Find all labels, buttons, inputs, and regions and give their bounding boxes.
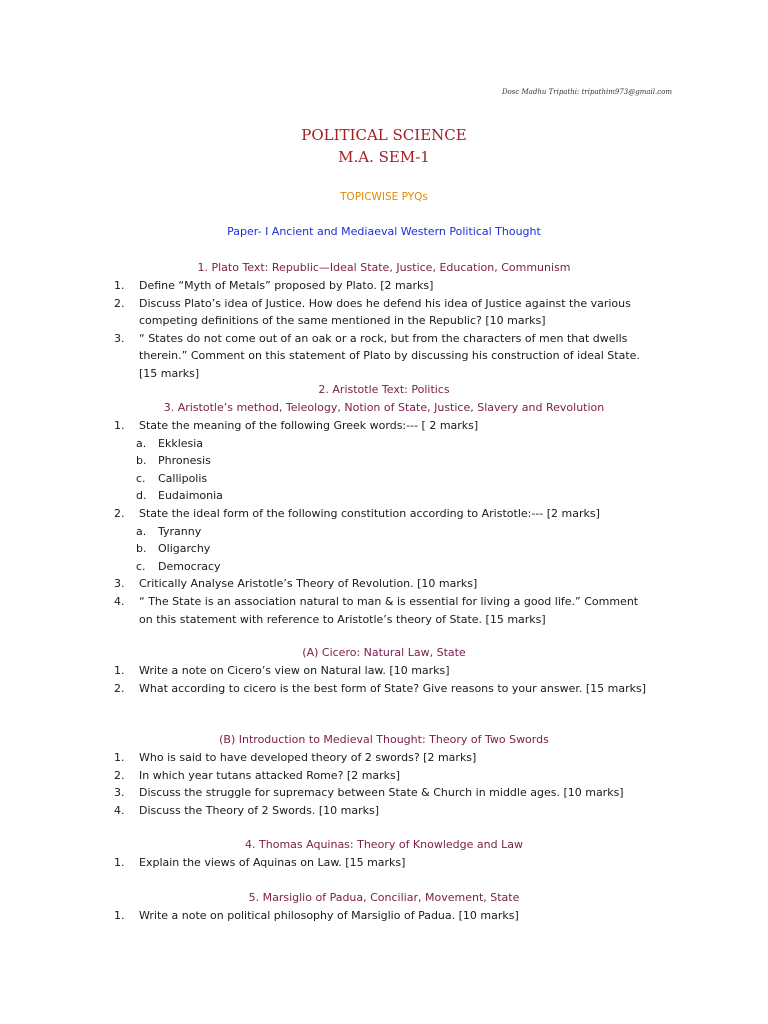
sub-item xyxy=(136,558,654,576)
question-number: 2. xyxy=(114,681,125,695)
question-item xyxy=(114,295,654,330)
sub-item xyxy=(136,470,654,488)
question-text: Write a note on Cicero’s view on Natural law. [10 marks] xyxy=(139,664,450,677)
question-text: In which year tutans attacked Rome? [2 marks] xyxy=(139,768,401,782)
question-text: Write a note on political philosophy of Marsiglio of Padua. [10 marks] xyxy=(139,909,519,922)
section-heading-secondary: 3. Aristotle’s method, Teleology, Notion of State, Justice, Slavery and Revolution xyxy=(163,401,605,414)
sub-text: Eudaimonia xyxy=(158,489,223,503)
question-number: 1. xyxy=(114,751,125,764)
section-marsiglio xyxy=(114,889,654,925)
question-item xyxy=(114,505,654,523)
question-number: 1. xyxy=(114,419,125,432)
question-number: 2. xyxy=(114,768,125,782)
section-heading: 4. Thomas Aquinas: Theory of Knowledge and Law xyxy=(245,838,523,851)
sub-list xyxy=(136,523,654,576)
question-item xyxy=(114,277,654,295)
section-heading: 2. Aristotle Text: Politics xyxy=(318,383,450,396)
sub-label: c. xyxy=(136,559,146,573)
question-text: Explain the views of Aquinas on Law. [15 marks] xyxy=(139,856,406,869)
question-text: What according to cicero is the best form of State? Give reasons to your answer. [15 marks] xyxy=(139,681,647,695)
question-item xyxy=(114,854,654,872)
question-text: State the meaning of the following Greek words:--- [ 2 marks] xyxy=(139,419,479,432)
section-cicero xyxy=(114,644,654,697)
question-text: Discuss the Theory of 2 Swords. [10 marks] xyxy=(139,803,379,817)
sub-item xyxy=(136,523,654,541)
sub-text: Ekklesia xyxy=(158,436,204,450)
section-heading: 1. Plato Text: Republic—Ideal State, Justice, Education, Communism xyxy=(197,261,571,274)
paper-title: Paper- I Ancient and Mediaeval Western Political Thought xyxy=(227,225,541,238)
section-medieval xyxy=(114,731,654,819)
question-number: 4. xyxy=(114,803,125,817)
question-item xyxy=(114,767,654,785)
sub-item xyxy=(136,540,654,558)
question-number: 1. xyxy=(114,664,125,677)
question-item xyxy=(114,680,654,698)
sub-label: b. xyxy=(136,454,147,468)
sub-item xyxy=(136,452,654,470)
question-text: State the ideal form of the following constitution according to Aristotle:--- [2 marks] xyxy=(139,506,600,520)
question-number: 2. xyxy=(114,506,125,520)
sub-item xyxy=(136,435,654,453)
page-subtitle-course: M.A. SEM-1 xyxy=(338,148,430,166)
sub-item xyxy=(136,487,654,505)
question-item xyxy=(114,907,654,925)
question-item xyxy=(114,802,654,820)
question-item xyxy=(114,330,654,383)
section-aristotle xyxy=(114,381,654,628)
sub-label: d. xyxy=(136,489,147,503)
question-item xyxy=(114,662,654,680)
question-text: Discuss the struggle for supremacy between State & Church in middle ages. [10 marks] xyxy=(139,786,624,800)
question-number: 3. xyxy=(114,577,125,591)
sub-list xyxy=(136,435,654,505)
question-number: 1. xyxy=(114,856,125,869)
question-text: Critically Analyse Aristotle’s Theory of Revolution. [10 marks] xyxy=(139,577,478,591)
sub-text: Callipolis xyxy=(158,471,208,485)
question-number: 1. xyxy=(114,909,125,922)
sub-text: Oligarchy xyxy=(158,542,211,556)
question-text: Discuss Plato’s idea of Justice. How does he defend his idea of Justice against the various competing definitions of the same mentioned in the Republic? [10 marks] xyxy=(139,296,631,328)
question-text: Define “Myth of Metals” proposed by Plato. [2 marks] xyxy=(139,279,434,292)
sub-text: Democracy xyxy=(158,559,221,573)
sub-label: a. xyxy=(136,436,147,450)
question-item xyxy=(114,784,654,802)
question-number: 3. xyxy=(114,331,125,345)
sub-label: a. xyxy=(136,524,147,538)
question-text: “ States do not come out of an oak or a rock, but from the characters of men that dwells therein.” Comment on this statement of Plato by discussing his construction of ideal State. [15 marks] xyxy=(139,331,640,380)
question-item xyxy=(114,575,654,593)
question-text: “ The State is an association natural to man & is essential for living a good life.” Comment on this statement with reference to Aristotle’s theory of State. [15 marks] xyxy=(139,594,639,626)
section-plato xyxy=(114,259,654,383)
question-text: Who is said to have developed theory of 2 swords? [2 marks] xyxy=(139,751,477,764)
section-aquinas xyxy=(114,836,654,872)
question-number: 3. xyxy=(114,786,125,800)
question-item xyxy=(114,749,654,767)
question-item xyxy=(114,417,654,435)
question-number: 4. xyxy=(114,594,125,608)
sub-text: Phronesis xyxy=(158,454,211,468)
question-number: 1. xyxy=(114,279,125,292)
question-item xyxy=(114,593,654,628)
section-heading: 5. Marsiglio of Padua, Conciliar, Movement, State xyxy=(248,891,520,904)
sub-text: Tyranny xyxy=(158,524,202,538)
author-line: Dosc Madhu Tripathi: tripathim973@gmail.com xyxy=(501,88,672,96)
section-heading: (A) Cicero: Natural Law, State xyxy=(302,646,466,659)
question-number: 2. xyxy=(114,296,125,310)
section-heading: (B) Introduction to Medieval Thought: Theory of Two Swords xyxy=(219,733,549,746)
topicwise-label: TOPICWISE PYQs xyxy=(340,191,428,203)
sub-label: b. xyxy=(136,542,147,556)
page-title: POLITICAL SCIENCE xyxy=(301,126,467,144)
sub-label: c. xyxy=(136,471,146,485)
